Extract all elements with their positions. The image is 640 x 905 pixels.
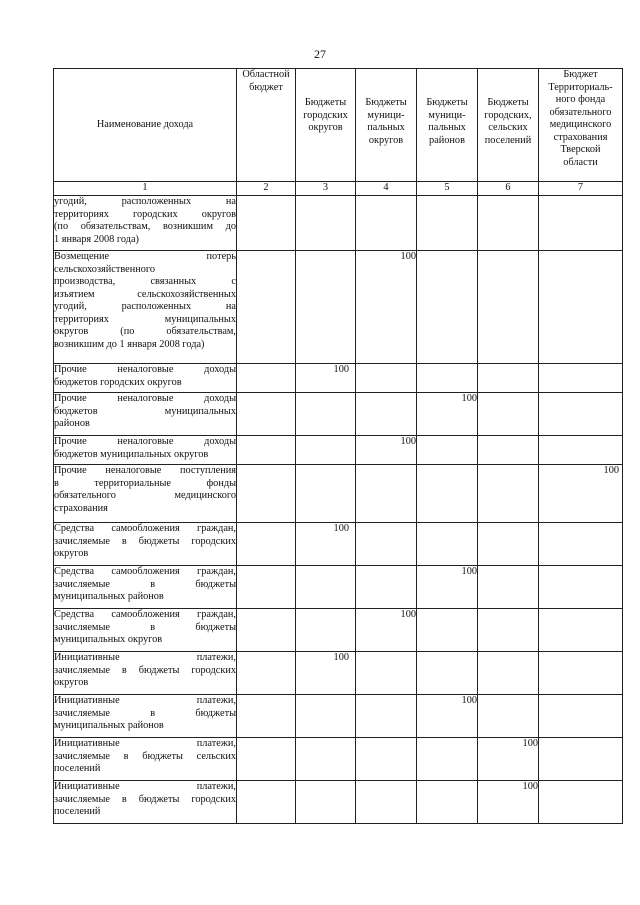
header-line: пальных — [428, 122, 466, 133]
income-name-line: угодий, расположенных на — [54, 301, 236, 312]
share-value-cell — [478, 695, 539, 738]
share-value-cell — [356, 465, 417, 523]
header-line: пальных — [367, 122, 405, 133]
share-value-cell — [539, 609, 623, 652]
header-regional-budget — [237, 69, 296, 182]
income-name-cell — [54, 609, 237, 652]
share-value-cell — [356, 781, 417, 824]
share-value-cell — [539, 738, 623, 781]
table-row — [54, 695, 623, 738]
share-value-cell — [417, 738, 478, 781]
header-line: сельских — [488, 122, 528, 133]
income-name-line: территориях городских округов — [54, 208, 236, 220]
income-name-line: возникшим до 1 января 2008 года) — [54, 338, 205, 350]
share-value-cell — [296, 781, 356, 824]
column-number: 5 — [417, 182, 478, 196]
income-name-line: зачисляемые в бюджеты — [54, 621, 236, 633]
share-value-cell — [296, 251, 356, 364]
table-row — [54, 609, 623, 652]
income-name-line: Прочие неналоговые доходы — [54, 436, 236, 447]
share-value-cell — [237, 393, 296, 436]
income-name-line: округов (по обязательствам, — [54, 326, 236, 337]
share-value-cell — [237, 738, 296, 781]
header-line: бюджет — [249, 81, 283, 93]
column-number: 7 — [539, 182, 623, 196]
income-name-cell — [54, 738, 237, 781]
income-name-line: Прочие неналоговые доходы — [54, 393, 236, 404]
header-line: Бюджеты — [365, 97, 407, 108]
share-value-cell: 100 — [356, 251, 417, 364]
header-line: округов — [368, 134, 404, 146]
table-row — [54, 465, 623, 523]
header-line: Бюджеты — [487, 97, 529, 108]
share-value-cell — [478, 609, 539, 652]
share-value-cell — [539, 196, 623, 251]
share-value-cell — [296, 738, 356, 781]
share-value-cell — [478, 652, 539, 695]
header-line: городских, — [484, 109, 532, 121]
header-settlements — [478, 69, 539, 182]
column-number: 4 — [356, 182, 417, 196]
table-row — [54, 738, 623, 781]
header-line: Территориаль- — [548, 81, 613, 93]
share-value-cell — [237, 566, 296, 609]
share-value-cell — [237, 465, 296, 523]
header-income-name — [54, 69, 237, 182]
income-name-cell — [54, 196, 237, 251]
income-name-line: муниципальных округов — [54, 634, 163, 645]
share-value-cell: 100 — [356, 609, 417, 652]
share-value-cell — [417, 781, 478, 824]
share-value-cell — [539, 251, 623, 364]
table-body — [54, 196, 623, 824]
header-line: Бюджеты — [304, 97, 347, 108]
column-number-row — [54, 182, 623, 196]
table-row — [54, 393, 623, 436]
column-number: 6 — [478, 182, 539, 196]
income-name-line: бюджетов муниципальных — [54, 405, 236, 417]
share-value-cell — [478, 196, 539, 251]
header-line: страхования — [553, 131, 608, 143]
income-name-line: округов — [54, 548, 89, 559]
share-value-cell — [417, 652, 478, 695]
income-name-cell — [54, 781, 237, 824]
header-line: муници- — [428, 109, 466, 121]
income-name-cell — [54, 523, 237, 566]
header-line: области — [563, 156, 598, 168]
share-value-cell — [478, 465, 539, 523]
share-value-cell — [539, 523, 623, 566]
share-value-cell — [296, 695, 356, 738]
share-value-cell — [417, 196, 478, 251]
share-value-cell — [478, 251, 539, 364]
table-row — [54, 251, 623, 364]
income-name-cell — [54, 566, 237, 609]
income-name-line: Прочие неналоговые доходы — [54, 364, 236, 375]
column-number: 2 — [237, 182, 296, 196]
income-name-line: поселений — [54, 806, 101, 817]
income-name-line: Инициативные платежи, — [54, 695, 236, 706]
share-value-cell — [417, 251, 478, 364]
income-name-line: Средства самообложения граждан, — [54, 566, 236, 577]
share-value-cell — [296, 196, 356, 251]
header-line: Бюджет — [563, 69, 598, 80]
header-line: медицинского — [549, 119, 612, 130]
share-value-cell: 100 — [539, 465, 623, 523]
income-name-line: территориях муниципальных — [54, 313, 236, 325]
share-value-cell — [237, 251, 296, 364]
income-name-cell — [54, 393, 237, 436]
header-line: поселений — [484, 134, 532, 146]
header-municipal-districts — [356, 69, 417, 182]
income-name-line: округов — [54, 677, 89, 688]
share-value-cell — [478, 393, 539, 436]
share-value-cell: 100 — [417, 393, 478, 436]
table-row — [54, 566, 623, 609]
share-value-cell — [417, 436, 478, 465]
share-value-cell — [296, 393, 356, 436]
income-name-line: зачисляемые в бюджеты городских — [54, 793, 236, 805]
income-name-line: зачисляемые в бюджеты городских — [54, 535, 236, 547]
income-name-line: зачисляемые в бюджеты — [54, 578, 236, 590]
share-value-cell — [539, 566, 623, 609]
income-name-line: 1 января 2008 года) — [54, 233, 139, 245]
income-name-line: Средства самообложения граждан, — [54, 609, 236, 620]
income-name-line: поселений — [54, 763, 101, 774]
header-line: районов — [429, 134, 465, 146]
share-value-cell: 100 — [296, 652, 356, 695]
income-name-line: бюджетов городских округов — [54, 376, 182, 388]
table-row — [54, 523, 623, 566]
income-name-line: изъятием сельскохозяйственных — [54, 288, 236, 300]
header-line: обязательного — [549, 106, 612, 118]
share-value-cell: 100 — [478, 781, 539, 824]
income-name-line: в территориальные фонды — [54, 477, 236, 489]
income-name-line: Инициативные платежи, — [54, 781, 236, 792]
header-line: ного фонда — [555, 94, 606, 105]
share-value-cell — [356, 652, 417, 695]
share-value-cell — [417, 465, 478, 523]
income-name-line: муниципальных районов — [54, 720, 164, 731]
share-value-cell — [356, 364, 417, 393]
header-line: городских — [303, 109, 348, 121]
column-number: 3 — [296, 182, 356, 196]
share-value-cell — [356, 566, 417, 609]
income-name-cell — [54, 436, 237, 465]
income-name-line: зачисляемые в бюджеты сельских — [54, 750, 236, 762]
table-row — [54, 652, 623, 695]
share-value-cell — [478, 436, 539, 465]
share-value-cell — [356, 523, 417, 566]
share-value-cell: 100 — [478, 738, 539, 781]
share-value-cell — [237, 652, 296, 695]
table-row — [54, 364, 623, 393]
page-number: 27 — [314, 47, 326, 61]
share-value-cell — [539, 695, 623, 738]
income-name-cell — [54, 364, 237, 393]
share-value-cell: 100 — [417, 695, 478, 738]
income-name-line: обязательного медицинского — [54, 490, 236, 501]
share-value-cell: 100 — [417, 566, 478, 609]
share-value-cell — [237, 781, 296, 824]
share-value-cell — [296, 566, 356, 609]
share-value-cell — [296, 465, 356, 523]
income-name-line: Инициативные платежи, — [54, 738, 236, 749]
header-line: Наименование дохода — [96, 118, 194, 130]
income-name-cell — [54, 465, 237, 523]
income-name-line: (по обязательствам, возникшим до — [54, 221, 236, 232]
share-value-cell — [478, 523, 539, 566]
income-name-cell — [54, 251, 237, 364]
share-value-cell: 100 — [296, 523, 356, 566]
income-name-line: Возмещение потерь — [54, 251, 236, 262]
share-value-cell — [237, 364, 296, 393]
header-line: муници- — [367, 109, 405, 121]
share-value-cell — [478, 566, 539, 609]
header-line: Бюджеты — [426, 97, 468, 108]
income-name-line: муниципальных районов — [54, 591, 164, 602]
income-name-line: Средства самообложения граждан, — [54, 523, 236, 534]
income-name-cell — [54, 695, 237, 738]
share-value-cell — [356, 695, 417, 738]
header-medical-insurance-fund — [539, 69, 623, 182]
share-value-cell — [356, 196, 417, 251]
share-value-cell — [237, 436, 296, 465]
header-line: Тверской — [560, 144, 601, 155]
income-name-line: районов — [54, 418, 90, 429]
table-row — [54, 781, 623, 824]
revenue-distribution-table — [53, 68, 623, 824]
income-name-line: зачисляемые в бюджеты — [54, 707, 236, 719]
share-value-cell: 100 — [296, 364, 356, 393]
share-value-cell — [417, 364, 478, 393]
income-name-line: страхования — [54, 502, 108, 514]
column-number: 1 — [54, 182, 237, 196]
header-municipal-regions — [417, 69, 478, 182]
share-value-cell — [237, 609, 296, 652]
share-value-cell — [539, 436, 623, 465]
share-value-cell — [539, 393, 623, 436]
share-value-cell — [237, 695, 296, 738]
income-name-line: Прочие неналоговые поступления — [54, 465, 236, 476]
share-value-cell — [296, 436, 356, 465]
income-name-line: сельскохозяйственного — [54, 263, 155, 275]
share-value-cell — [356, 738, 417, 781]
income-name-line: зачисляемые в бюджеты городских — [54, 664, 236, 676]
share-value-cell — [356, 393, 417, 436]
share-value-cell — [539, 781, 623, 824]
income-name-line: угодий, расположенных на — [54, 196, 236, 207]
income-name-line: бюджетов муниципальных округов — [54, 448, 209, 460]
share-value-cell: 100 — [356, 436, 417, 465]
share-value-cell — [237, 523, 296, 566]
share-value-cell — [539, 364, 623, 393]
table-row — [54, 196, 623, 251]
income-name-line: Инициативные платежи, — [54, 652, 236, 663]
share-value-cell — [237, 196, 296, 251]
income-name-line: производства, связанных с — [54, 276, 236, 287]
share-value-cell — [417, 609, 478, 652]
share-value-cell — [478, 364, 539, 393]
share-value-cell — [417, 523, 478, 566]
header-city-districts — [296, 69, 356, 182]
header-line: Областной — [242, 69, 290, 80]
table-row — [54, 436, 623, 465]
header-row — [54, 69, 623, 182]
header-line: округов — [308, 122, 343, 133]
income-name-cell — [54, 652, 237, 695]
share-value-cell — [539, 652, 623, 695]
share-value-cell — [296, 609, 356, 652]
